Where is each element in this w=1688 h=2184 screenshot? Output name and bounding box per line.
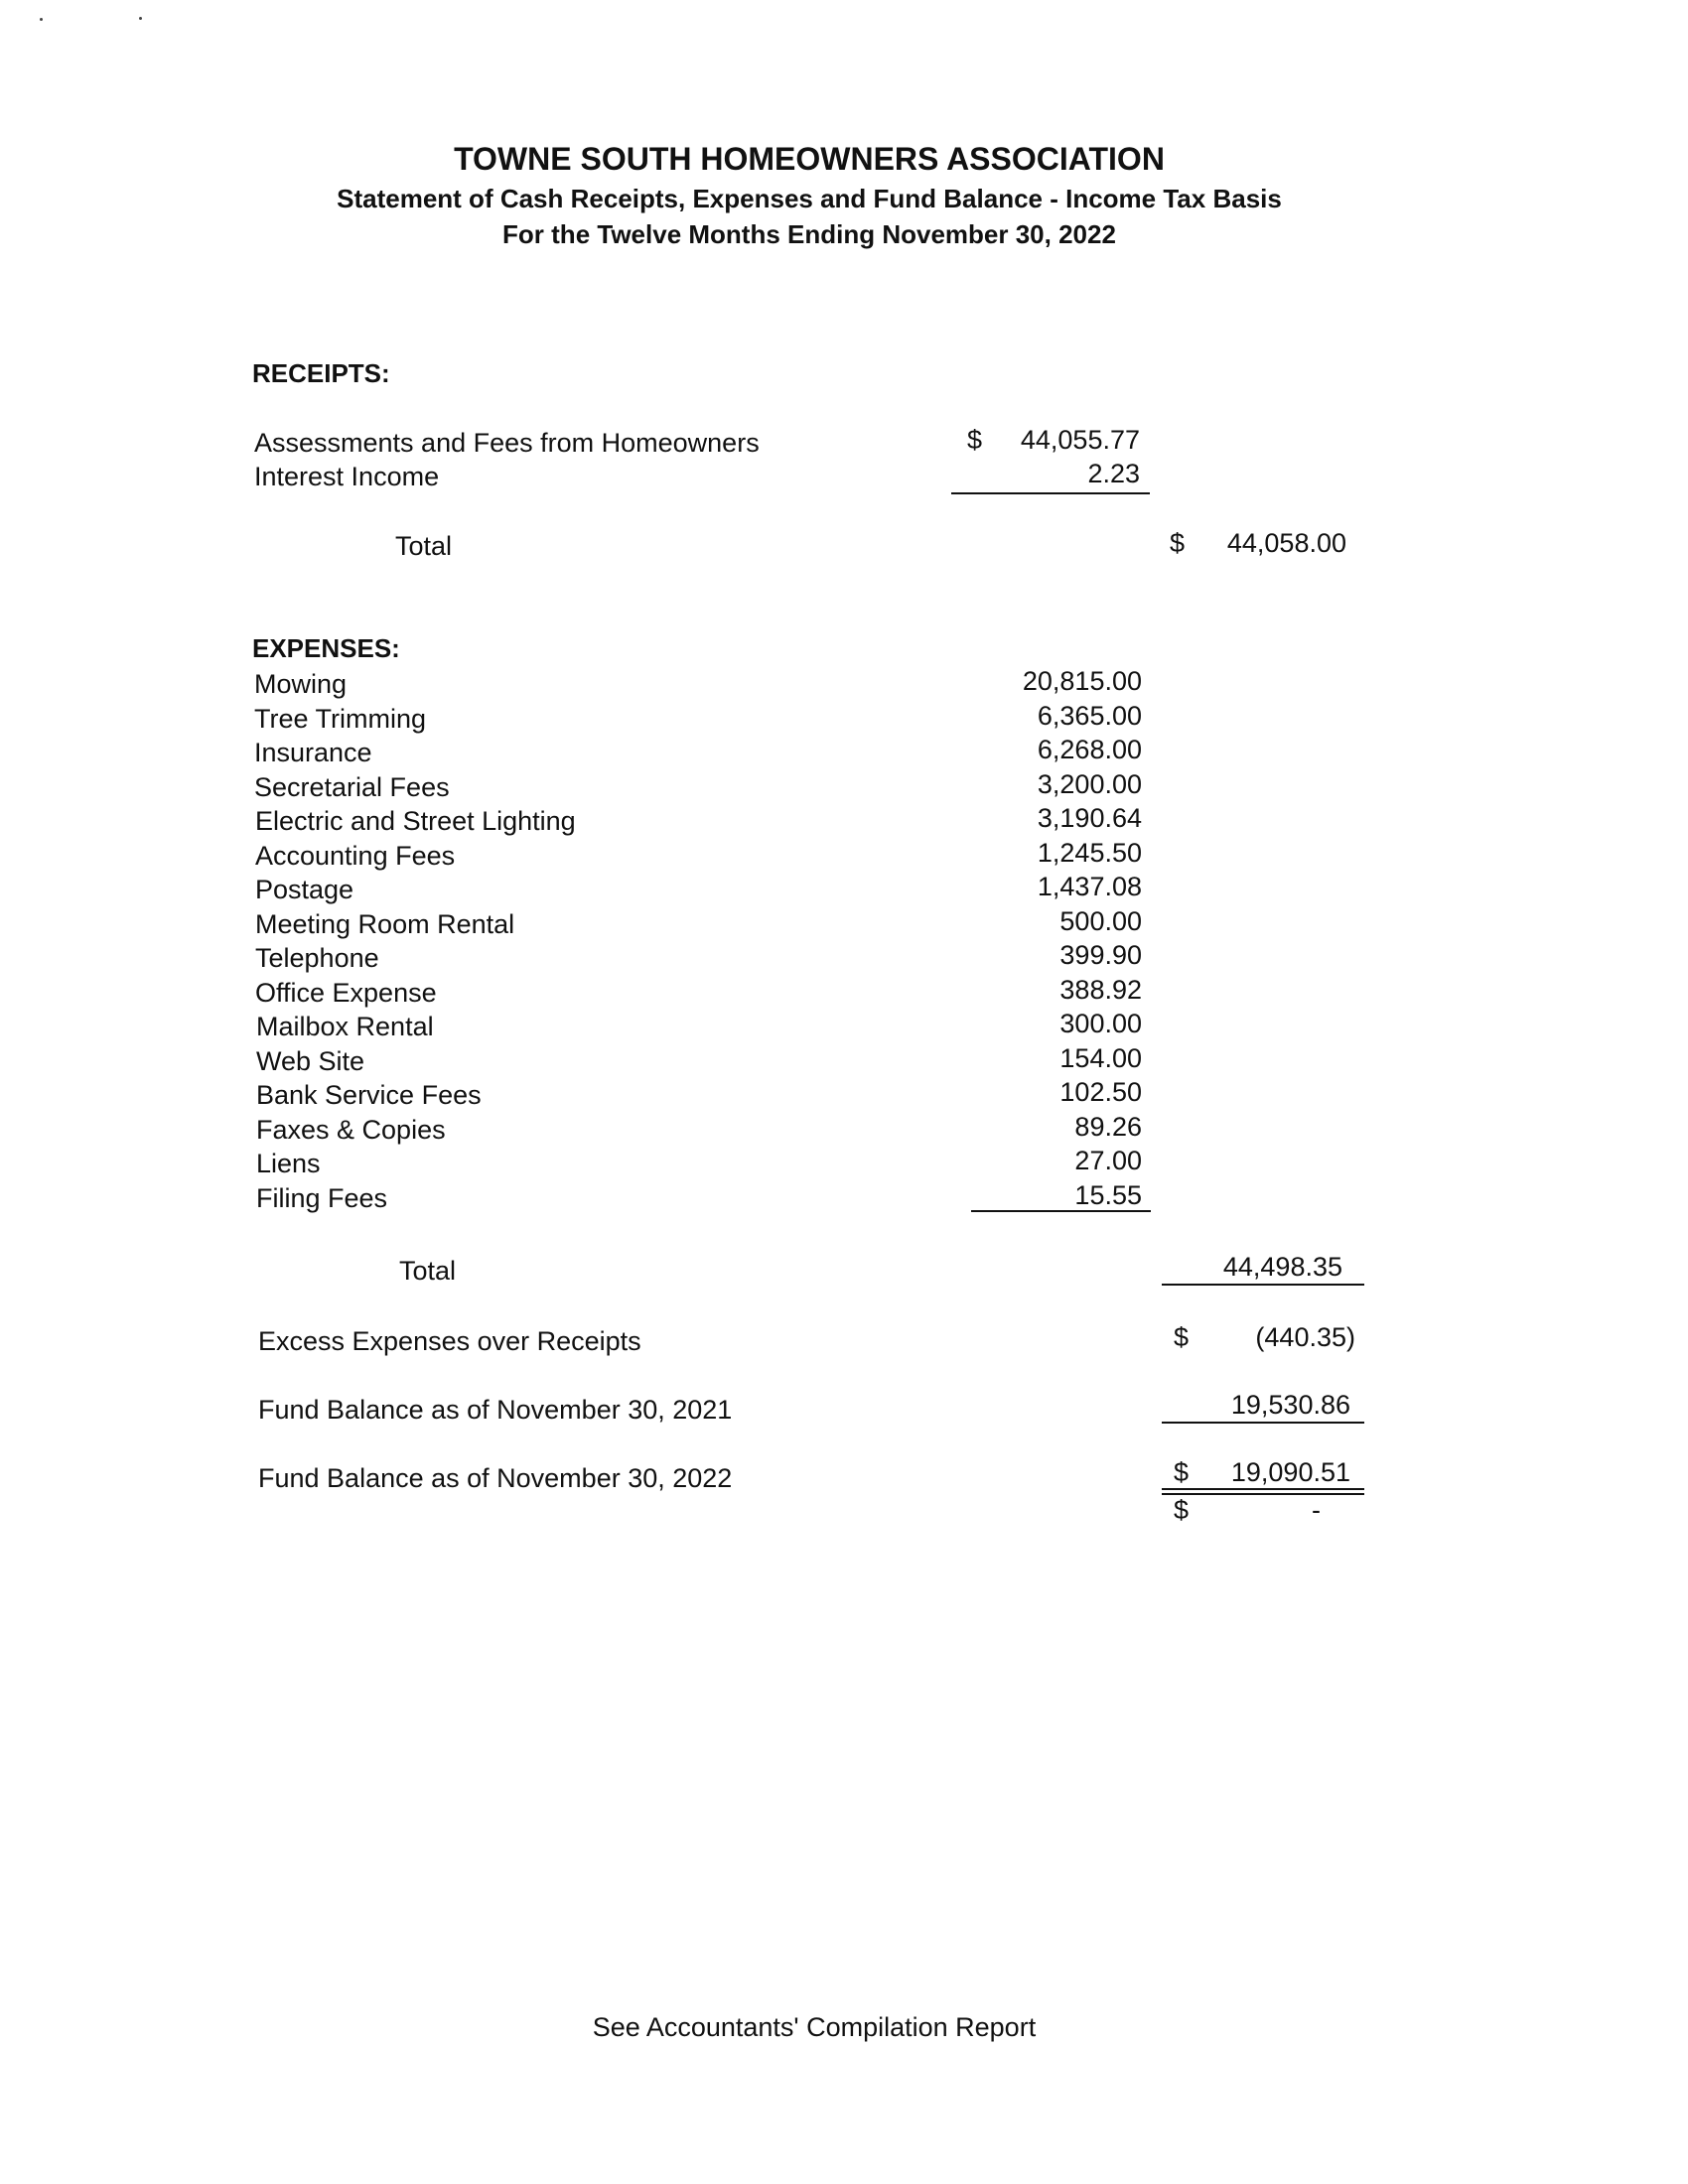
receipt-label: Assessments and Fees from Homeowners (254, 428, 760, 458)
expense-amount: 89.26 (1074, 1112, 1142, 1142)
expense-amount: 6,268.00 (1037, 735, 1142, 764)
check-value: - (1312, 1495, 1321, 1525)
expense-amount: 15.55 (1074, 1180, 1142, 1210)
excess-expenses-label: Excess Expenses over Receipts (258, 1326, 641, 1356)
expense-amount: 154.00 (1059, 1043, 1142, 1073)
expense-amount: 399.90 (1059, 940, 1142, 970)
expense-label: Meeting Room Rental (255, 909, 515, 939)
expense-label: Faxes & Copies (256, 1115, 446, 1145)
expense-label: Tree Trimming (254, 704, 427, 734)
expenses-total-label: Total (399, 1256, 457, 1286)
expense-label: Accounting Fees (255, 841, 456, 871)
expense-amount: 27.00 (1074, 1146, 1142, 1175)
expense-amount: 3,190.64 (1037, 803, 1142, 833)
expense-label: Office Expense (255, 978, 437, 1008)
total-underline (1162, 1422, 1364, 1424)
expense-amount: 300.00 (1059, 1009, 1142, 1038)
expense-amount: 6,365.00 (1037, 701, 1142, 731)
expense-label: Secretarial Fees (254, 772, 450, 802)
currency-symbol: $ (1174, 1457, 1190, 1487)
expense-label: Electric and Street Lighting (255, 806, 576, 836)
expense-amount: 1,245.50 (1037, 838, 1142, 868)
receipts-total-amount: 44,058.00 (1226, 528, 1346, 558)
expenses-heading: EXPENSES: (252, 633, 400, 663)
currency-symbol: $ (1174, 1495, 1190, 1525)
footer-note: See Accountants' Compilation Report (592, 2012, 1037, 2042)
fund-balance-prior-label: Fund Balance as of November 30, 2021 (258, 1395, 733, 1425)
fund-balance-current-amount: 19,090.51 (1230, 1457, 1350, 1487)
fund-balance-prior-amount: 19,530.86 (1230, 1390, 1350, 1420)
expense-label: Filing Fees (256, 1183, 388, 1213)
excess-expenses-amount: (440.35) (1255, 1322, 1355, 1352)
expense-amount: 1,437.08 (1037, 872, 1142, 901)
receipt-amount: 2.23 (1087, 459, 1140, 488)
expense-amount: 388.92 (1059, 975, 1142, 1005)
expenses-total-amount: 44,498.35 (1222, 1252, 1342, 1282)
organization-title: TOWNE SOUTH HOMEOWNERS ASSOCIATION (454, 141, 1165, 177)
expense-amount: 20,815.00 (1022, 666, 1142, 696)
expense-amount: 500.00 (1059, 906, 1142, 936)
receipts-heading: RECEIPTS: (252, 358, 390, 388)
expense-label: Insurance (254, 738, 372, 767)
receipt-amount: 44,055.77 (1020, 425, 1140, 455)
scan-speck (139, 17, 142, 20)
currency-symbol: $ (1174, 1322, 1190, 1352)
statement-title: Statement of Cash Receipts, Expenses and Fund Balance - Income Tax Basis (337, 184, 1282, 213)
expense-label: Mowing (254, 669, 348, 699)
statement-period: For the Twelve Months Ending November 30, 2022 (502, 219, 1116, 249)
expense-label: Bank Service Fees (256, 1080, 482, 1110)
expense-label: Telephone (255, 943, 379, 973)
expense-label: Web Site (256, 1046, 365, 1076)
double-underline (1162, 1488, 1364, 1495)
total-underline (1162, 1284, 1364, 1286)
currency-symbol: $ (967, 425, 983, 455)
scan-speck (40, 18, 43, 21)
receipt-label: Interest Income (254, 462, 440, 491)
expense-label: Mailbox Rental (256, 1012, 434, 1041)
expense-label: Postage (255, 875, 354, 904)
receipts-total-label: Total (395, 531, 453, 561)
currency-symbol: $ (1170, 528, 1186, 558)
subtotal-underline (971, 1210, 1151, 1212)
expense-amount: 102.50 (1059, 1077, 1142, 1107)
subtotal-underline (951, 492, 1150, 494)
fund-balance-current-label: Fund Balance as of November 30, 2022 (258, 1463, 733, 1493)
expense-amount: 3,200.00 (1037, 769, 1142, 799)
expense-label: Liens (256, 1149, 321, 1178)
